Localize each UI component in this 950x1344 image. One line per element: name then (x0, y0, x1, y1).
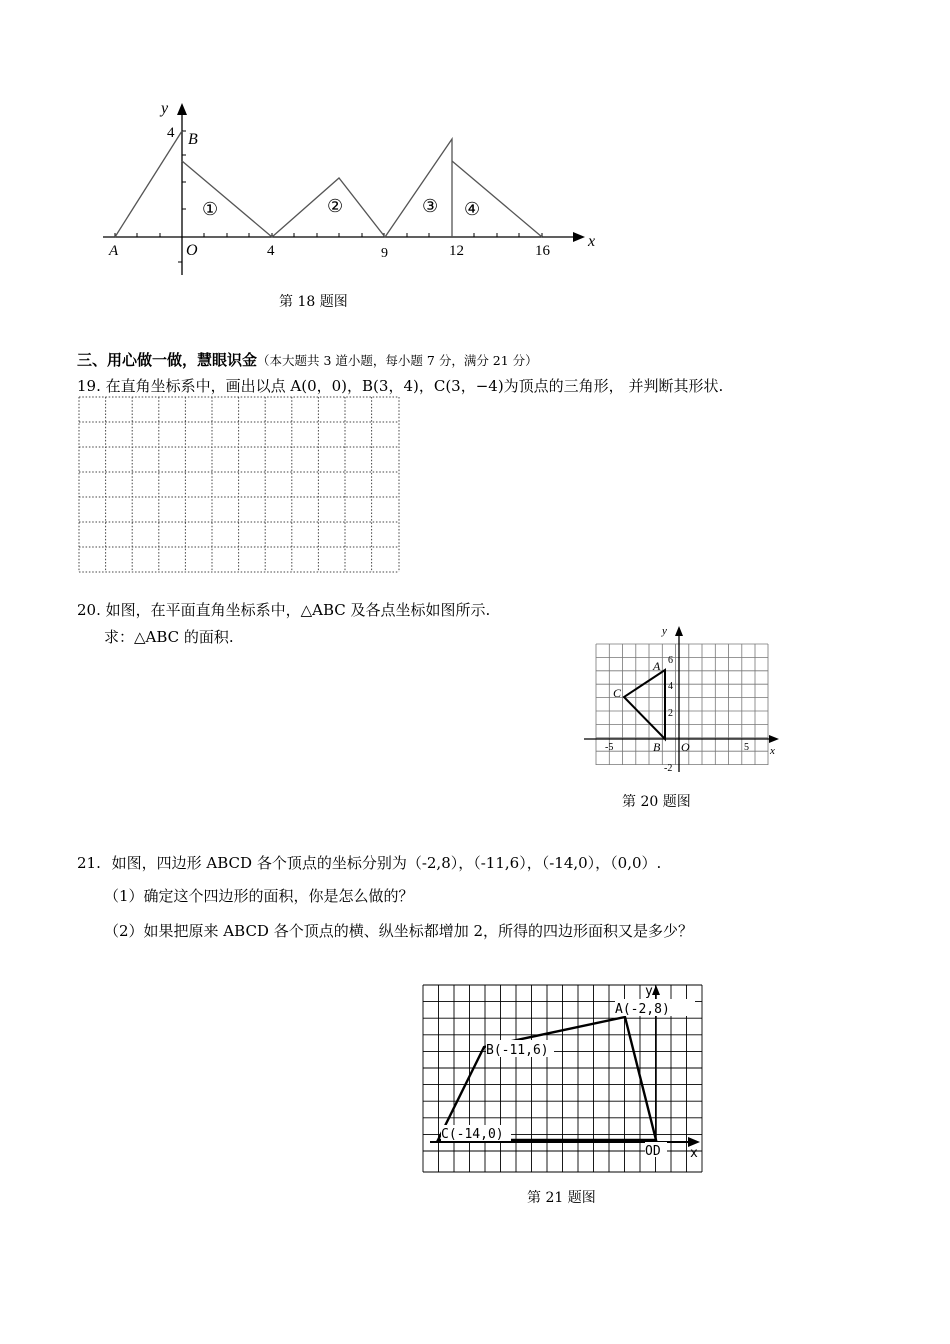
section-3-heading (77, 349, 538, 370)
q21-text-3: （2）如果把原来 ABCD 各个顶点的横、纵坐标都增加 2，所得的四边形面积又是多少？ (104, 922, 694, 940)
fig20-tick: 5 (744, 742, 749, 753)
fig18-x-tick: 4 (267, 243, 275, 259)
fig21-y-label: y (645, 984, 653, 999)
fig21-point-b: B(-11,6) (486, 1043, 549, 1058)
q20-number: 20. (77, 601, 101, 619)
fig18-caption: 第 18 题图 (279, 294, 348, 310)
fig20-tick: -5 (605, 742, 614, 753)
section-3-title: 三、用心做一做，慧眼识金 (77, 351, 258, 369)
q19-text: 在直角坐标系中，画出以点 A(0，0)，B(3，4)，C(3，−4)为顶点的三角形， 并判断其形状. (105, 377, 724, 395)
q19-number: 19. (77, 377, 101, 395)
fig20-point-a: A (653, 659, 661, 673)
fig18-x-tick: 9 (381, 246, 388, 261)
fig18-region-2: ② (327, 196, 344, 216)
fig18-region-3: ③ (422, 196, 439, 216)
q21-number: 21. (77, 854, 101, 872)
fig20-tick: 2 (668, 708, 673, 719)
fig20-caption: 第 20 题图 (622, 794, 691, 810)
fig18-point-b: B (188, 131, 198, 148)
fig20-point-c: C (613, 686, 622, 700)
fig18-x-tick: 16 (535, 243, 550, 259)
fig20-tick: 6 (668, 655, 673, 666)
section-3-note: （本大题共 3 道小题，每小题 7 分，满分 21 分） (257, 353, 538, 368)
question-21-line1 (77, 852, 661, 873)
fig18-y-tick-4: 4 (167, 125, 175, 141)
fig21-point-c: C(-14,0) (441, 1127, 504, 1142)
fig18-origin: O (186, 242, 198, 259)
fig20-tick: 4 (668, 681, 673, 692)
q20-text-2: 求：△ABC 的面积. (104, 628, 234, 646)
fig21-x-label: x (690, 1146, 698, 1161)
fig21-point-a: A(-2,8) (615, 1002, 670, 1017)
q20-text-1: 如图，在平面直角坐标系中，△ABC 及各点坐标如图所示. (105, 601, 491, 619)
fig20-x-label: x (770, 745, 775, 757)
q21-text-2: （1）确定这个四边形的面积，你是怎么做的？ (104, 887, 414, 905)
fig20-point-b: B (653, 740, 661, 754)
q21-text-1: 如图，四边形 ABCD 各个顶点的坐标分别为（-2,8），（-11,6），（-14,0），（0,0）. (111, 854, 662, 872)
fig18-y-label: y (161, 100, 169, 117)
fig18-point-a: A (109, 243, 119, 259)
q19-dotted-grid[interactable] (78, 396, 402, 574)
fig18-x-label: x (588, 233, 596, 250)
fig18-region-1: ① (202, 199, 219, 219)
fig20-y-label: y (662, 625, 667, 637)
figure-18 (95, 95, 605, 285)
question-20-line1 (77, 599, 490, 620)
fig18-region-4: ④ (464, 199, 481, 219)
figure-21 (420, 982, 710, 1177)
fig21-point-d: OD (645, 1144, 661, 1159)
fig20-origin: O (681, 740, 690, 754)
fig20-tick: -2 (664, 763, 673, 774)
fig18-x-tick: 12 (449, 243, 464, 259)
figure-20 (580, 622, 780, 774)
question-19 (77, 375, 723, 396)
fig21-caption: 第 21 题图 (527, 1190, 596, 1206)
